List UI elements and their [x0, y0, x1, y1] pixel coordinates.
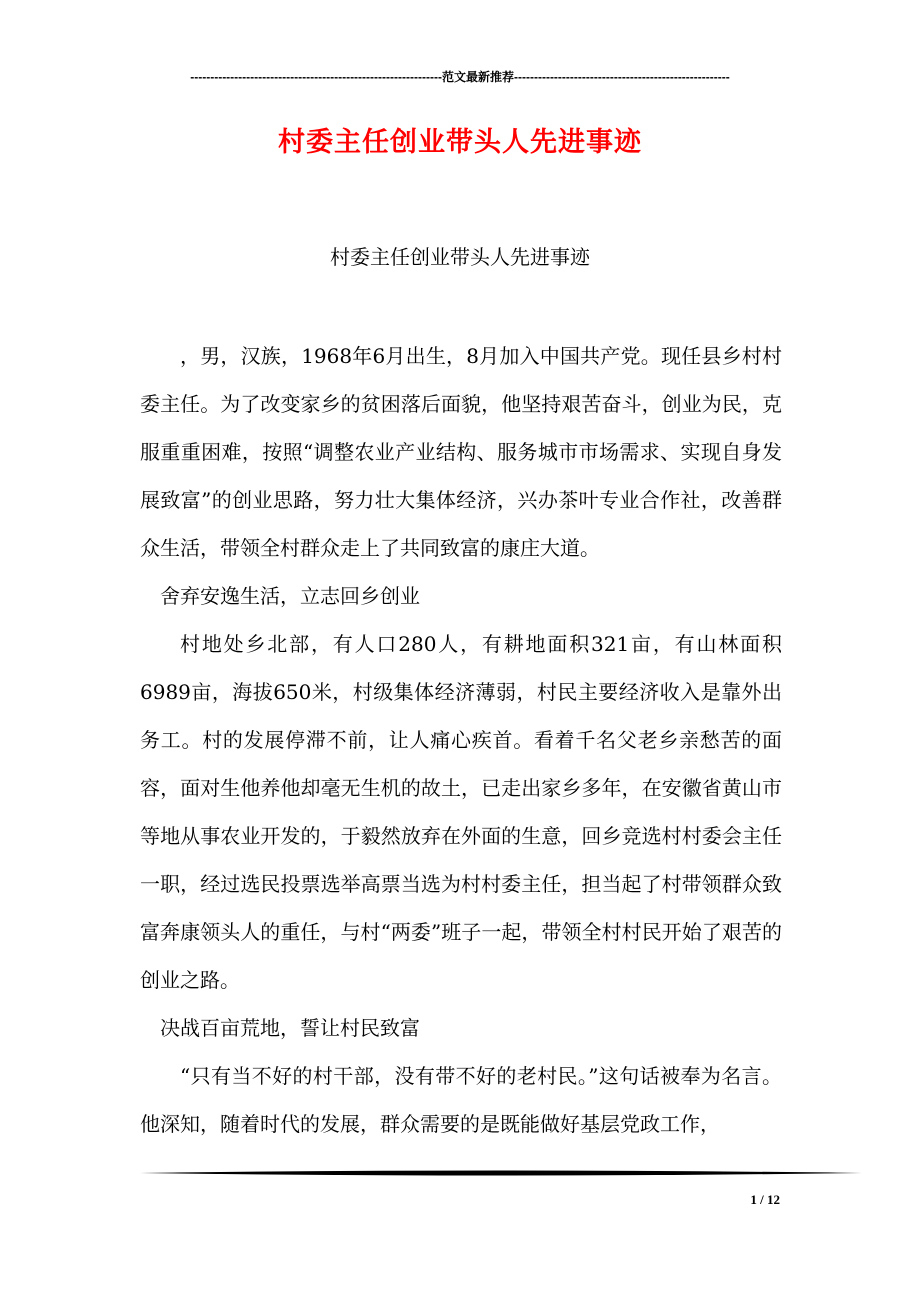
- document-subtitle: 村委主任创业带头人先进事迹: [330, 245, 590, 269]
- page-header-banner: ---------------------------------------------------------------范文最新推荐------------------------------------------------------: [190, 70, 730, 84]
- page-number: 1 / 12: [750, 1192, 780, 1207]
- footer-divider: [140, 1168, 862, 1178]
- document-title: 村委主任创业带头人先进事迹: [278, 127, 642, 158]
- body-paragraph-intro: ，男，汉族，1968年6月出生，8月加入中国共产党。现任县乡村村委主任。为了改变家乡的贫困落后面貌，他坚持艰苦奋斗，创业为民，克服重重困难，按照“调整农业产业结构、服务城市市场需求、实现自身发展致富”的创业思路，努力壮大集体经济，兴办茶叶专业合作社，改善群众生活，带领全村群众走上了共同致富的康庄大道。: [140, 344, 782, 560]
- body-paragraph-village: 村地处乡北部，有人口280人，有耕地面积321亩，有山林面积6989亩，海拔650米，村级集体经济薄弱，村民主要经济收入是靠外出务工。村的发展停滞不前，让人痛心疾首。看着千名父老乡亲愁苦的面容，面对生他养他却毫无生机的故土，已走出家乡多年，在安徽省黄山市等地从事农业开发的，于毅然放弃在外面的生意，回乡竞选村村委会主任一职，经过选民投票选举高票当选为村村委主任，担当起了村带领群众致富奔康领头人的重任，与村“两委”班子一起，带领全村村民开始了艰苦的创业之路。: [140, 632, 782, 992]
- body-paragraph-quote: “只有当不好的村干部，没有带不好的老村民。”这句话被奉为名言。他深知，随着时代的发展，群众需要的是既能做好基层党政工作，: [140, 1064, 782, 1136]
- section-heading-return-home: 舍弃安逸生活，立志回乡创业: [160, 584, 420, 608]
- section-heading-wasteland: 决战百亩荒地，誓让村民致富: [160, 1016, 420, 1040]
- document-body: [140, 332, 782, 1148]
